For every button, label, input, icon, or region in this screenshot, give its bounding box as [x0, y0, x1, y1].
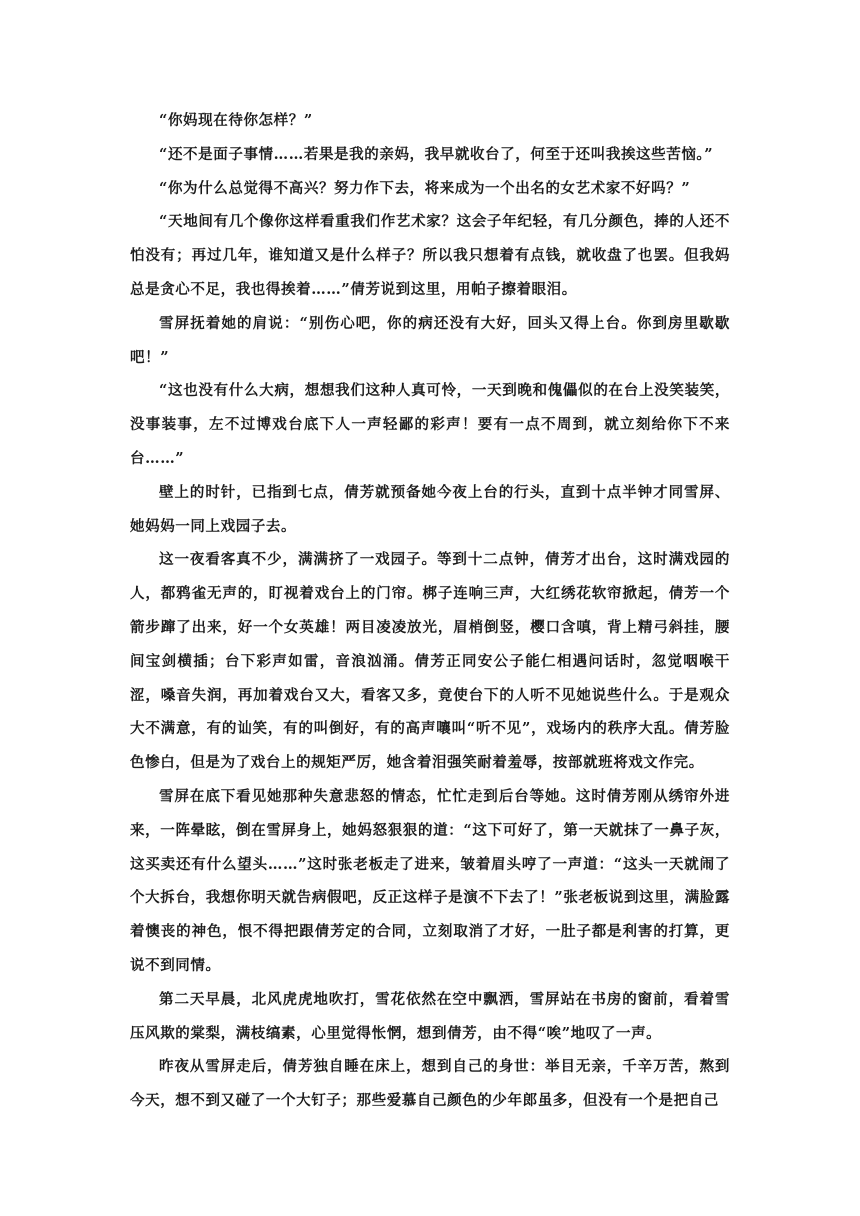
paragraph-7: 壁上的时针，已指到七点，倩芳就预备她今夜上台的行头，直到十点半钟才同雪屏、她妈妈一同上戏园子去。: [130, 483, 730, 535]
paragraph-4: “天地间有几个像你这样看重我们作艺术家？这会子年纪轻，有几分颜色，捧的人还不怕没有；再过几年，谁知道又是什么样子？所以我只想着有点钱，就收盘了也罢。但我妈总是贪心不足，我也得挨着……”倩芳说到这里，用帕子擦着眼泪。: [130, 213, 730, 298]
paragraph-2: “还不是面子事情……若果是我的亲妈，我早就收台了，何至于还叫我挨这些苦恼。”: [159, 145, 714, 163]
paragraph-6: “这也没有什么大病，想想我们这种人真可怜，一天到晚和傀儡似的在台上没笑装笑，没事装事，左不过博戏台底下人一声轻鄙的彩声！要有一点不周到，就立刻给你下不来台……”: [130, 382, 730, 467]
story-text: [130, 104, 730, 1118]
paragraph-5: 雪屏抚着她的肩说：“别伤心吧，你的病还没有大好，回头又得上台。你到房里歇歇吧！”: [130, 314, 730, 366]
paragraph-3: “你为什么总觉得不高兴？努力作下去，将来成为一个出名的女艺术家不好吗？”: [159, 179, 691, 197]
paragraph-11: 昨夜从雪屏走后，倩芳独自睡在床上，想到自己的身世：举目无亲，千辛万苦，熬到今天，想不到又碰了一个大钉子；那些爱慕自己颜色的少年郎虽多，但没有一个是把自己: [130, 1058, 730, 1110]
paragraph-1: “你妈现在待你怎样？”: [159, 112, 313, 129]
paragraph-9: 雪屏在底下看见她那种失意悲怒的情态，忙忙走到后台等她。这时倩芳刚从绣帘外进来，一阵晕眩，倒在雪屏身上，她妈怒狠狠的道：“这下可好了，第一天就抹了一鼻子灰，这买卖还有什么望头……”这时张老板走了进来，皱着眉头哼了一声道：“这头一天就闹了个大拆台，我想你明天就告病假吧，反正这样子是演不下去了！”张老板说到这里，满脸露着懊丧的神色，恨不得把跟倩芳定的合同，立刻取消了才好，一肚子都是利害的打算，更说不到同情。: [130, 787, 730, 974]
paragraph-10: 第二天早晨，北风虎虎地吹打，雪花依然在空中飘洒，雪屏站在书房的窗前，看着雪压风欺的棠梨，满枝缟素，心里觉得怅惘，想到倩芳，由不得“唉”地叹了一声。: [130, 990, 730, 1042]
paragraph-8: 这一夜看客真不少，满满挤了一戏园子。等到十二点钟，倩芳才出台，这时满戏园的人，都鸦雀无声的，盯视着戏台上的门帘。梆子连响三声，大红绣花软帘掀起，倩芳一个箭步蹿了出来，好一个女英雄！两目凌凌放光，眉梢倒竖，樱口含嗔，背上精弓斜挂，腰间宝剑横插；台下彩声如雷，音浪汹涌。倩芳正同安公子能仁相遇问话时，忽觉咽喉干涩，嗓音失润，再加着戏台又大，看客又多，竟使台下的人听不见她说些什么。于是观众大不满意，有的讪笑，有的叫倒好，有的高声嚷叫“听不见”，戏场内的秩序大乱。倩芳脸色惨白，但是为了戏台上的规矩严厉，她含着泪强笑耐着羞辱，按部就班将戏文作完。: [130, 551, 730, 772]
